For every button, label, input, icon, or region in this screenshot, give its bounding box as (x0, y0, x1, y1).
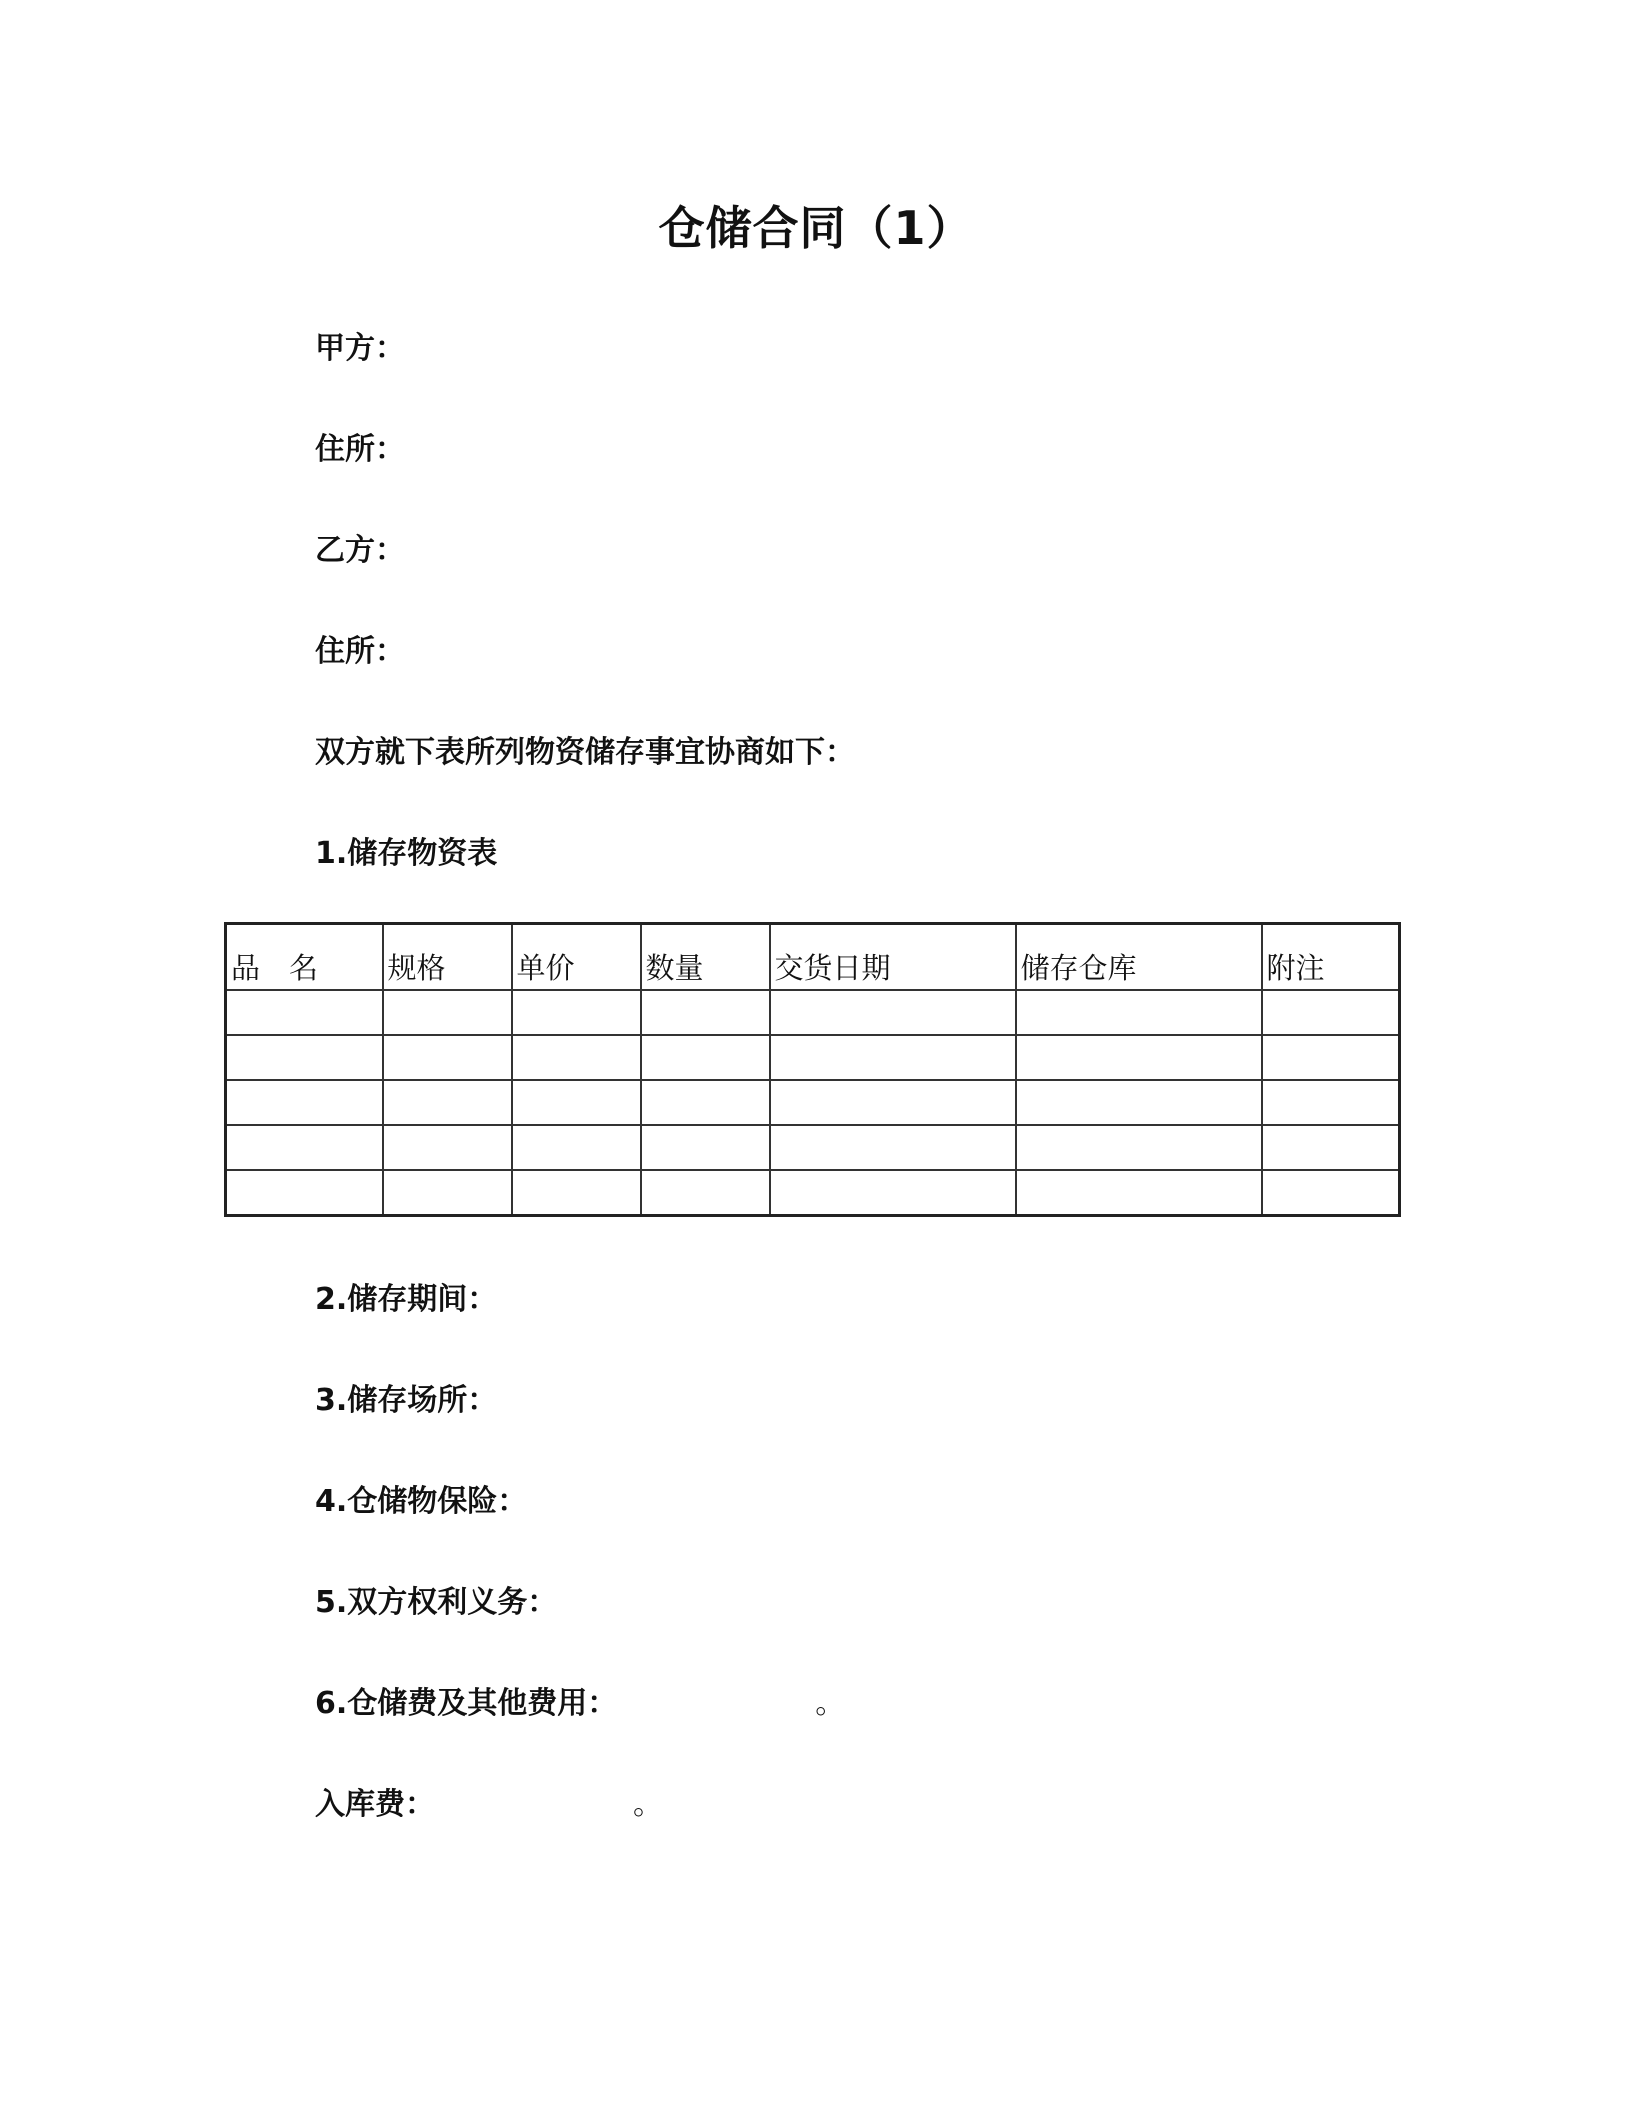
section-3-label: 3.储存场所： (315, 1383, 498, 1418)
table-cell (641, 1035, 770, 1080)
table-cell (1262, 990, 1400, 1035)
address-a-label: 住所： (315, 432, 405, 467)
section-5-label: 5.双方权利义务： (315, 1585, 558, 1620)
table-cell (1016, 1080, 1262, 1125)
section-6-end-mark: 。 (815, 1686, 846, 1721)
table-cell (383, 1080, 512, 1125)
address-b-label: 住所： (315, 634, 405, 669)
goods-table (224, 922, 1401, 1217)
table-cell (226, 1080, 383, 1125)
table-cell (383, 1035, 512, 1080)
table-cell (1016, 990, 1262, 1035)
table-cell (383, 1125, 512, 1170)
table-header-row (226, 924, 1400, 991)
document-title: 仓储合同（1） (658, 201, 974, 255)
table-cell (641, 1125, 770, 1170)
table-cell (1262, 1170, 1400, 1216)
table-row (226, 1125, 1400, 1170)
table-cell (641, 1080, 770, 1125)
table-cell (1262, 1080, 1400, 1125)
header-name: 品 名 (226, 924, 383, 991)
section-6-label: 6.仓储费及其他费用： (315, 1686, 618, 1721)
table-cell (383, 1170, 512, 1216)
table-cell (770, 1125, 1016, 1170)
table-cell (770, 1080, 1016, 1125)
table-cell (770, 1170, 1016, 1216)
table-cell (770, 990, 1016, 1035)
section-2-label: 2.储存期间： (315, 1282, 498, 1317)
table-cell (226, 1125, 383, 1170)
goods-table-container (224, 922, 1398, 1217)
table-cell (1262, 1035, 1400, 1080)
table-cell (512, 1170, 641, 1216)
header-remarks: 附注 (1262, 924, 1400, 991)
header-spec: 规格 (383, 924, 512, 991)
table-cell (226, 1170, 383, 1216)
storage-in-fee-end-mark: 。 (633, 1787, 663, 1822)
storage-in-fee-label: 入库费： (315, 1787, 435, 1822)
table-cell (641, 990, 770, 1035)
header-unit-price: 单价 (512, 924, 641, 991)
table-cell (512, 1125, 641, 1170)
header-quantity: 数量 (641, 924, 770, 991)
table-cell (383, 990, 512, 1035)
header-delivery-date: 交货日期 (770, 924, 1016, 991)
header-warehouse: 储存仓库 (1016, 924, 1262, 991)
party-b-label: 乙方： (315, 533, 405, 568)
table-cell (1016, 1125, 1262, 1170)
table-row (226, 1080, 1400, 1125)
section-1-heading: 1.储存物资表 (315, 836, 498, 871)
storage-in-fee-line (315, 1779, 663, 1823)
table-cell (770, 1035, 1016, 1080)
table-cell (226, 990, 383, 1035)
intro-paragraph: 双方就下表所列物资储存事宜协商如下： (315, 735, 855, 770)
table-cell (226, 1035, 383, 1080)
table-row (226, 1170, 1400, 1216)
table-cell (512, 1080, 641, 1125)
table-cell (512, 990, 641, 1035)
table-cell (1016, 1170, 1262, 1216)
table-row (226, 1035, 1400, 1080)
table-cell (1016, 1035, 1262, 1080)
table-cell (641, 1170, 770, 1216)
section-4-label: 4.仓储物保险： (315, 1484, 528, 1519)
table-cell (1262, 1125, 1400, 1170)
table-row (226, 990, 1400, 1035)
section-6-line (315, 1678, 845, 1722)
table-cell (512, 1035, 641, 1080)
party-a-label: 甲方： (315, 331, 405, 366)
